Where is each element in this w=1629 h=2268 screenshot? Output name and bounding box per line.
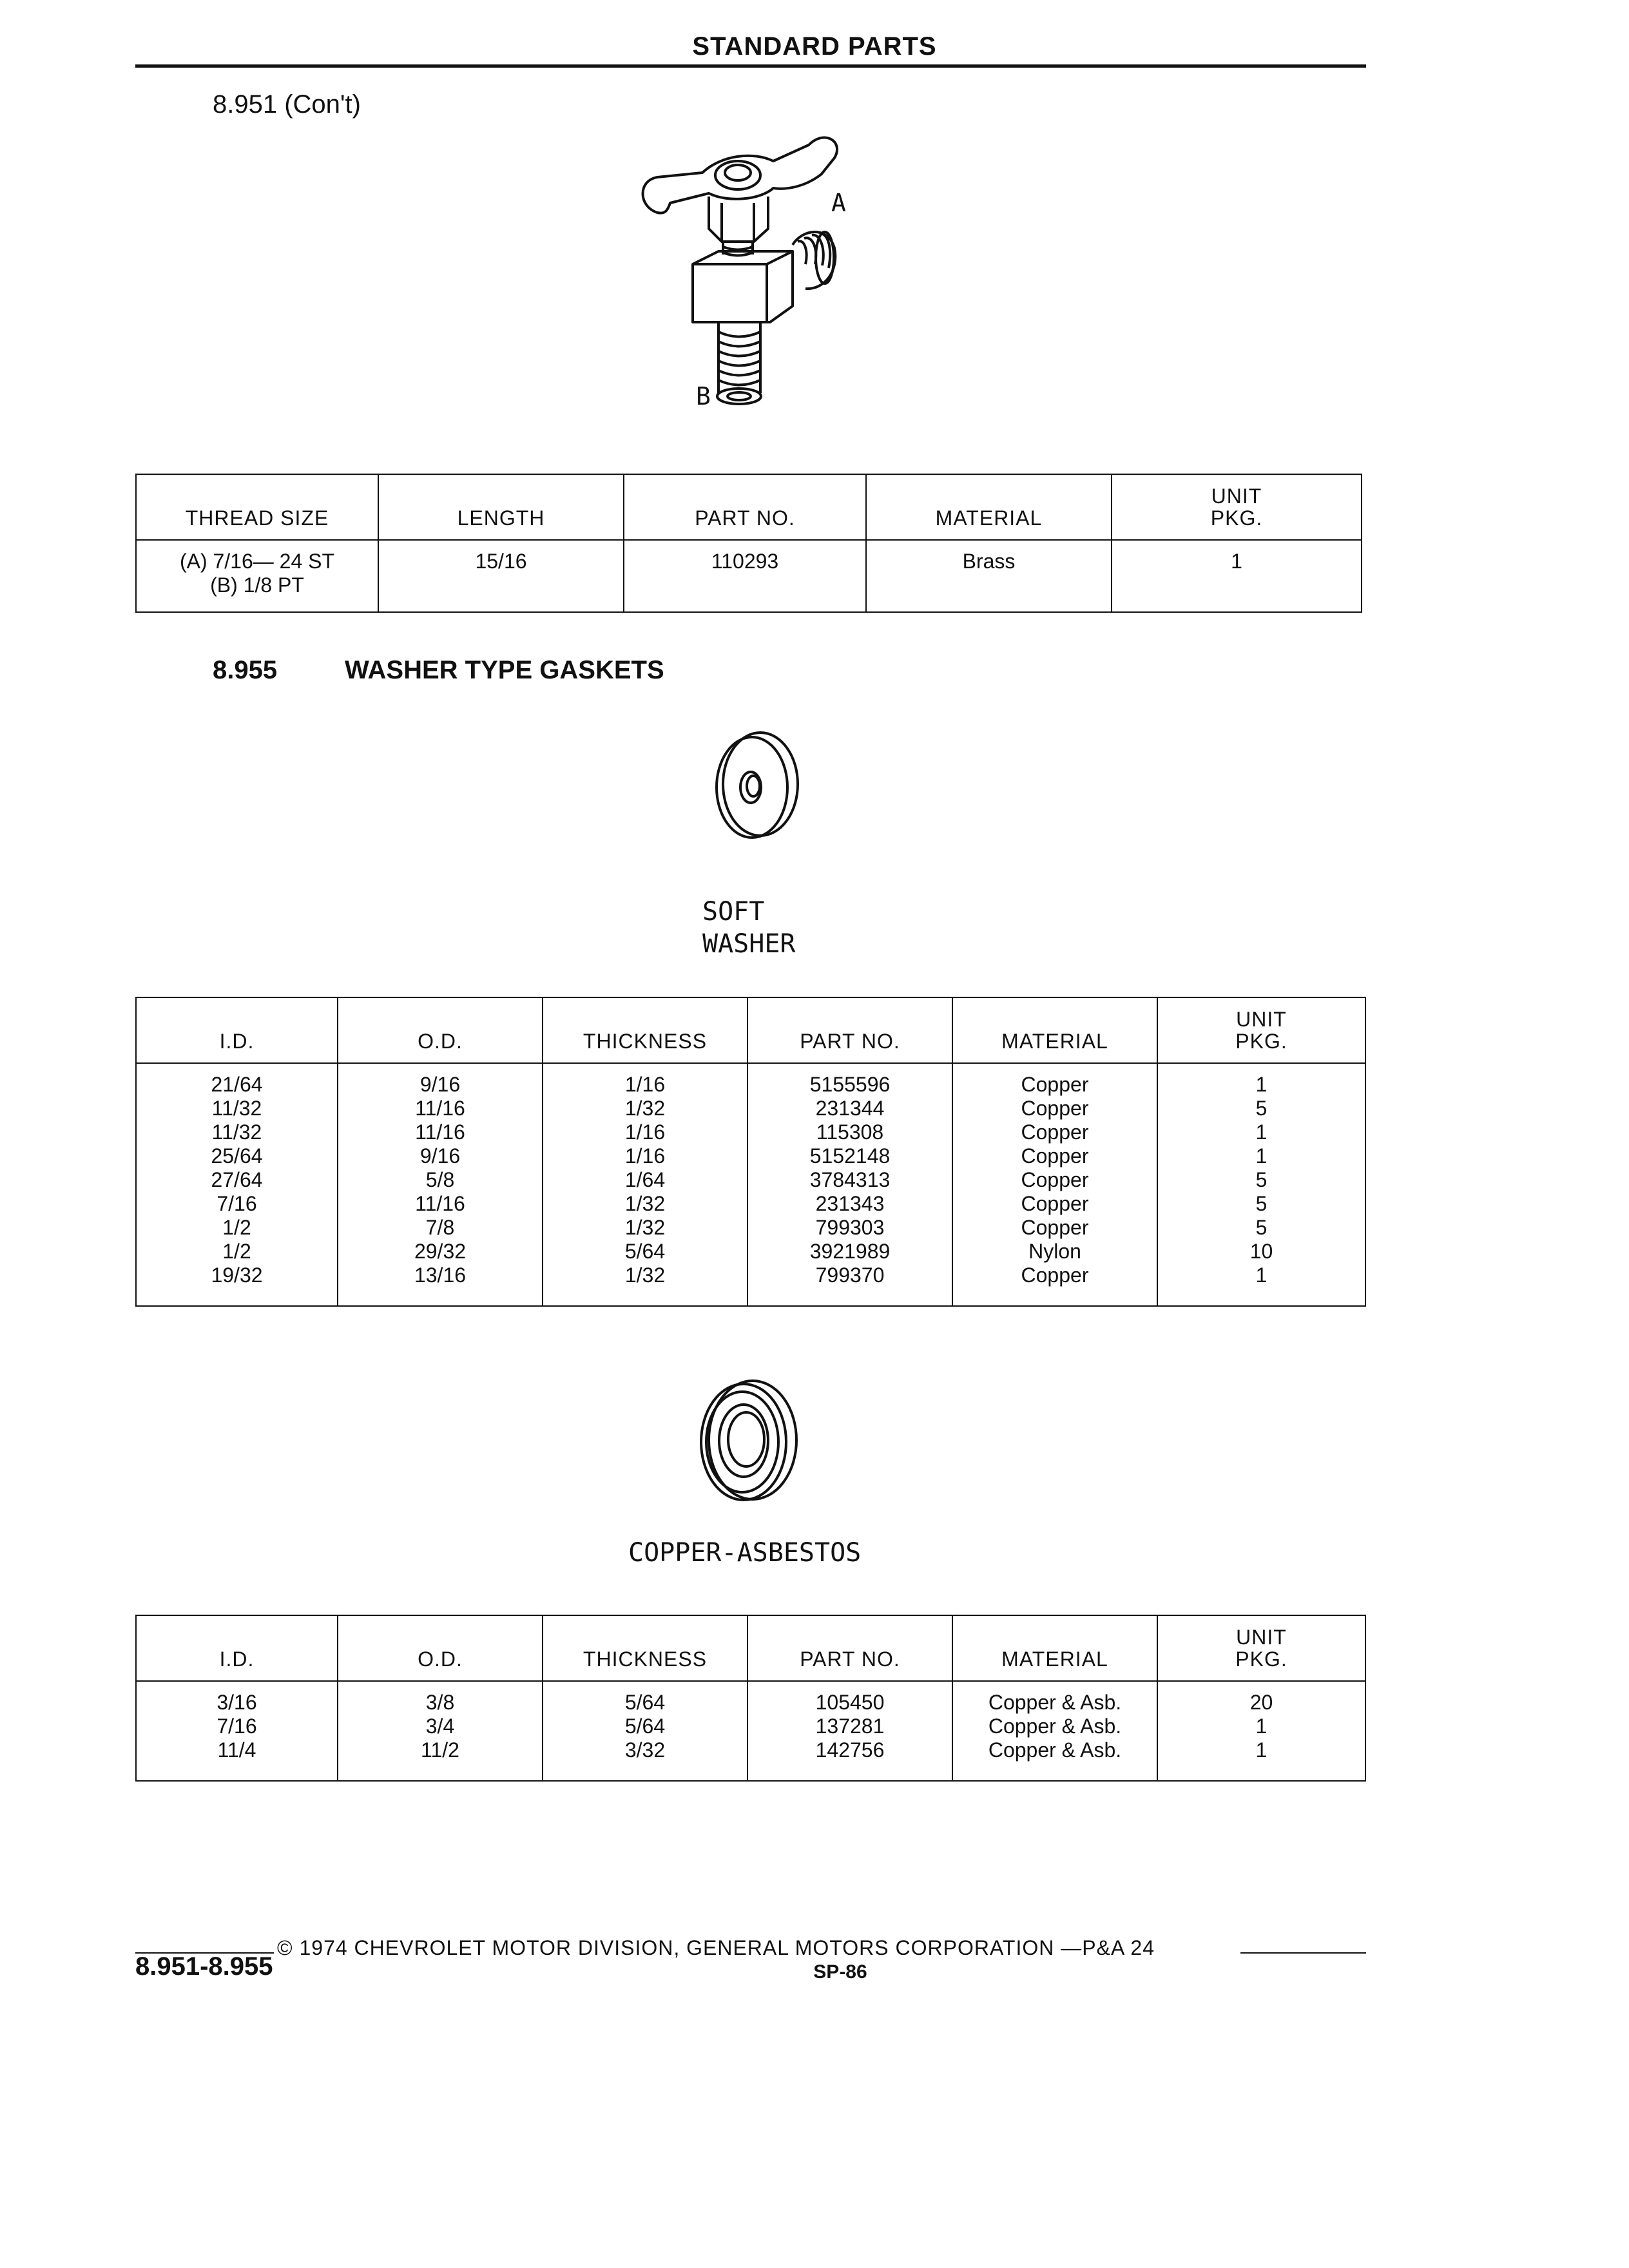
cell-material: Copper bbox=[952, 1192, 1157, 1216]
cell-part-no: 231343 bbox=[747, 1192, 952, 1216]
cell-od: 5/8 bbox=[338, 1168, 543, 1192]
cell-unit-pkg: 20 bbox=[1157, 1681, 1365, 1715]
cell-id: 27/64 bbox=[136, 1168, 338, 1192]
cell-part-no: 5152148 bbox=[747, 1144, 952, 1168]
cell-id: 1/2 bbox=[136, 1240, 338, 1264]
cell-unit-pkg: 1 bbox=[1157, 1738, 1365, 1762]
footer-section-code: 8.951-8.955 bbox=[135, 1952, 273, 1981]
cell-id: 19/32 bbox=[136, 1264, 338, 1287]
cell-id: 3/16 bbox=[136, 1681, 338, 1715]
cell-id: 11/4 bbox=[136, 1738, 338, 1762]
cell-material: Nylon bbox=[952, 1240, 1157, 1264]
spacer-cell bbox=[952, 1762, 1157, 1781]
col-od: O.D. bbox=[338, 997, 543, 1063]
cell-thickness: 1/16 bbox=[543, 1144, 747, 1168]
table-row bbox=[136, 1240, 1365, 1264]
cell-part-no: 110293 bbox=[624, 540, 866, 612]
col-material: MATERIAL bbox=[952, 997, 1157, 1063]
col-part-no: PART NO. bbox=[624, 474, 866, 540]
col-id: I.D. bbox=[136, 997, 338, 1063]
soft-washer-illustration bbox=[706, 725, 809, 844]
cell-id: 11/32 bbox=[136, 1120, 338, 1144]
cell-material: Brass bbox=[866, 540, 1112, 612]
cell-unit-pkg: 5 bbox=[1157, 1168, 1365, 1192]
col-material: MATERIAL bbox=[866, 474, 1112, 540]
cell-thickness: 1/64 bbox=[543, 1168, 747, 1192]
cell-od: 11/16 bbox=[338, 1192, 543, 1216]
col-unit-pkg: UNIT PKG. bbox=[1157, 1615, 1365, 1681]
spacer-cell bbox=[136, 1287, 338, 1306]
footer-page-number: SP-86 bbox=[813, 1961, 867, 1983]
cell-material: Copper & Asb. bbox=[952, 1681, 1157, 1715]
table-row bbox=[136, 1120, 1365, 1144]
cell-material: Copper bbox=[952, 1097, 1157, 1120]
spacer-cell bbox=[543, 1287, 747, 1306]
cell-od: 11/2 bbox=[338, 1738, 543, 1762]
spacer-cell bbox=[338, 1287, 543, 1306]
cell-unit-pkg: 1 bbox=[1112, 540, 1362, 612]
cell-material: Copper bbox=[952, 1168, 1157, 1192]
section-number-8955: 8.955 bbox=[213, 656, 278, 684]
cell-od: 7/8 bbox=[338, 1216, 543, 1240]
cell-id: 1/2 bbox=[136, 1216, 338, 1240]
cell-od: 13/16 bbox=[338, 1264, 543, 1287]
col-thickness: THICKNESS bbox=[543, 1615, 747, 1681]
spacer-cell bbox=[1157, 1287, 1365, 1306]
header-rule bbox=[135, 64, 1366, 68]
label-b: B bbox=[696, 382, 711, 410]
drain-cock-illustration bbox=[631, 116, 876, 425]
table-row bbox=[136, 1144, 1365, 1168]
cell-thickness: 1/16 bbox=[543, 1063, 747, 1097]
cell-thickness: 1/32 bbox=[543, 1192, 747, 1216]
cell-unit-pkg: 1 bbox=[1157, 1120, 1365, 1144]
table-row bbox=[136, 1264, 1365, 1287]
cell-od: 9/16 bbox=[338, 1144, 543, 1168]
table-row bbox=[136, 1715, 1365, 1738]
cell-thickness: 1/32 bbox=[543, 1097, 747, 1120]
copper-asbestos-caption: COPPER-ASBESTOS bbox=[628, 1538, 862, 1568]
spacer-cell bbox=[952, 1287, 1157, 1306]
col-material: MATERIAL bbox=[952, 1615, 1157, 1681]
table-row bbox=[136, 1063, 1365, 1097]
spacer-cell bbox=[136, 1762, 338, 1781]
col-part-no: PART NO. bbox=[747, 997, 952, 1063]
cell-material: Copper bbox=[952, 1120, 1157, 1144]
cell-part-no: 115308 bbox=[747, 1120, 952, 1144]
spacer-cell bbox=[338, 1762, 543, 1781]
cell-unit-pkg: 10 bbox=[1157, 1240, 1365, 1264]
cell-unit-pkg: 5 bbox=[1157, 1192, 1365, 1216]
cell-thickness: 5/64 bbox=[543, 1715, 747, 1738]
cell-material: Copper bbox=[952, 1144, 1157, 1168]
cell-id: 7/16 bbox=[136, 1192, 338, 1216]
cell-thickness: 5/64 bbox=[543, 1240, 747, 1264]
col-unit-pkg: UNIT PKG. bbox=[1112, 474, 1362, 540]
cell-part-no: 3784313 bbox=[747, 1168, 952, 1192]
cell-id: 21/64 bbox=[136, 1063, 338, 1097]
cell-part-no: 142756 bbox=[747, 1738, 952, 1762]
cell-id: 11/32 bbox=[136, 1097, 338, 1120]
cell-unit-pkg: 5 bbox=[1157, 1097, 1365, 1120]
col-od: O.D. bbox=[338, 1615, 543, 1681]
cell-length: 15/16 bbox=[378, 540, 624, 612]
cell-material: Copper bbox=[952, 1063, 1157, 1097]
table-row bbox=[136, 1097, 1365, 1120]
col-thickness: THICKNESS bbox=[543, 997, 747, 1063]
table-row bbox=[136, 540, 1362, 612]
table-row bbox=[136, 1738, 1365, 1762]
cell-part-no: 105450 bbox=[747, 1681, 952, 1715]
cell-thickness: 1/32 bbox=[543, 1216, 747, 1240]
cell-od: 29/32 bbox=[338, 1240, 543, 1264]
cell-unit-pkg: 5 bbox=[1157, 1216, 1365, 1240]
cell-material: Copper bbox=[952, 1264, 1157, 1287]
copper-asbestos-table bbox=[135, 1615, 1366, 1782]
spacer-cell bbox=[747, 1762, 952, 1781]
cell-thickness: 1/32 bbox=[543, 1264, 747, 1287]
cell-od: 3/4 bbox=[338, 1715, 543, 1738]
cell-part-no: 3921989 bbox=[747, 1240, 952, 1264]
cell-id: 25/64 bbox=[136, 1144, 338, 1168]
table-row bbox=[136, 1681, 1365, 1715]
cell-unit-pkg: 1 bbox=[1157, 1144, 1365, 1168]
cell-part-no: 137281 bbox=[747, 1715, 952, 1738]
copyright-notice: © 1974 CHEVROLET MOTOR DIVISION, GENERAL MOTORS CORPORATION —P&A 24 bbox=[277, 1936, 1155, 1959]
soft-washer-table bbox=[135, 997, 1366, 1307]
section-ref-8951: 8.951 (Con't) bbox=[213, 90, 361, 119]
footer-rule-right bbox=[1240, 1952, 1366, 1954]
cell-part-no: 799370 bbox=[747, 1264, 952, 1287]
soft-washer-caption: SOFT WASHER bbox=[702, 897, 796, 959]
label-a: A bbox=[831, 189, 846, 217]
cell-part-no: 231344 bbox=[747, 1097, 952, 1120]
cell-od: 9/16 bbox=[338, 1063, 543, 1097]
table-row bbox=[136, 1168, 1365, 1192]
cell-material: Copper & Asb. bbox=[952, 1715, 1157, 1738]
cell-material: Copper bbox=[952, 1216, 1157, 1240]
cell-unit-pkg: 1 bbox=[1157, 1715, 1365, 1738]
cell-part-no: 799303 bbox=[747, 1216, 952, 1240]
section-title: WASHER TYPE GASKETS bbox=[345, 656, 664, 684]
cell-od: 11/16 bbox=[338, 1097, 543, 1120]
spacer-cell bbox=[747, 1287, 952, 1306]
col-id: I.D. bbox=[136, 1615, 338, 1681]
col-length: LENGTH bbox=[378, 474, 624, 540]
page-header-title: STANDARD PARTS bbox=[692, 32, 937, 61]
table-row bbox=[136, 1192, 1365, 1216]
cell-thickness: 5/64 bbox=[543, 1681, 747, 1715]
spacer-cell bbox=[543, 1762, 747, 1781]
spacer-cell bbox=[1157, 1762, 1365, 1781]
copper-asbestos-washer-illustration bbox=[689, 1372, 805, 1508]
cell-thickness: 1/16 bbox=[543, 1120, 747, 1144]
col-part-no: PART NO. bbox=[747, 1615, 952, 1681]
col-thread-size: THREAD SIZE bbox=[136, 474, 378, 540]
drain-cock-table bbox=[135, 474, 1362, 613]
cell-unit-pkg: 1 bbox=[1157, 1264, 1365, 1287]
cell-thickness: 3/32 bbox=[543, 1738, 747, 1762]
table-row bbox=[136, 1216, 1365, 1240]
cell-part-no: 5155596 bbox=[747, 1063, 952, 1097]
cell-od: 3/8 bbox=[338, 1681, 543, 1715]
table-bottom-spacer bbox=[136, 1287, 1365, 1306]
table-bottom-spacer bbox=[136, 1762, 1365, 1781]
col-unit-pkg: UNIT PKG. bbox=[1157, 997, 1365, 1063]
cell-id: 7/16 bbox=[136, 1715, 338, 1738]
cell-od: 11/16 bbox=[338, 1120, 543, 1144]
cell-unit-pkg: 1 bbox=[1157, 1063, 1365, 1097]
cell-material: Copper & Asb. bbox=[952, 1738, 1157, 1762]
cell-thread-size: (A) 7/16— 24 ST (B) 1/8 PT bbox=[136, 540, 378, 612]
